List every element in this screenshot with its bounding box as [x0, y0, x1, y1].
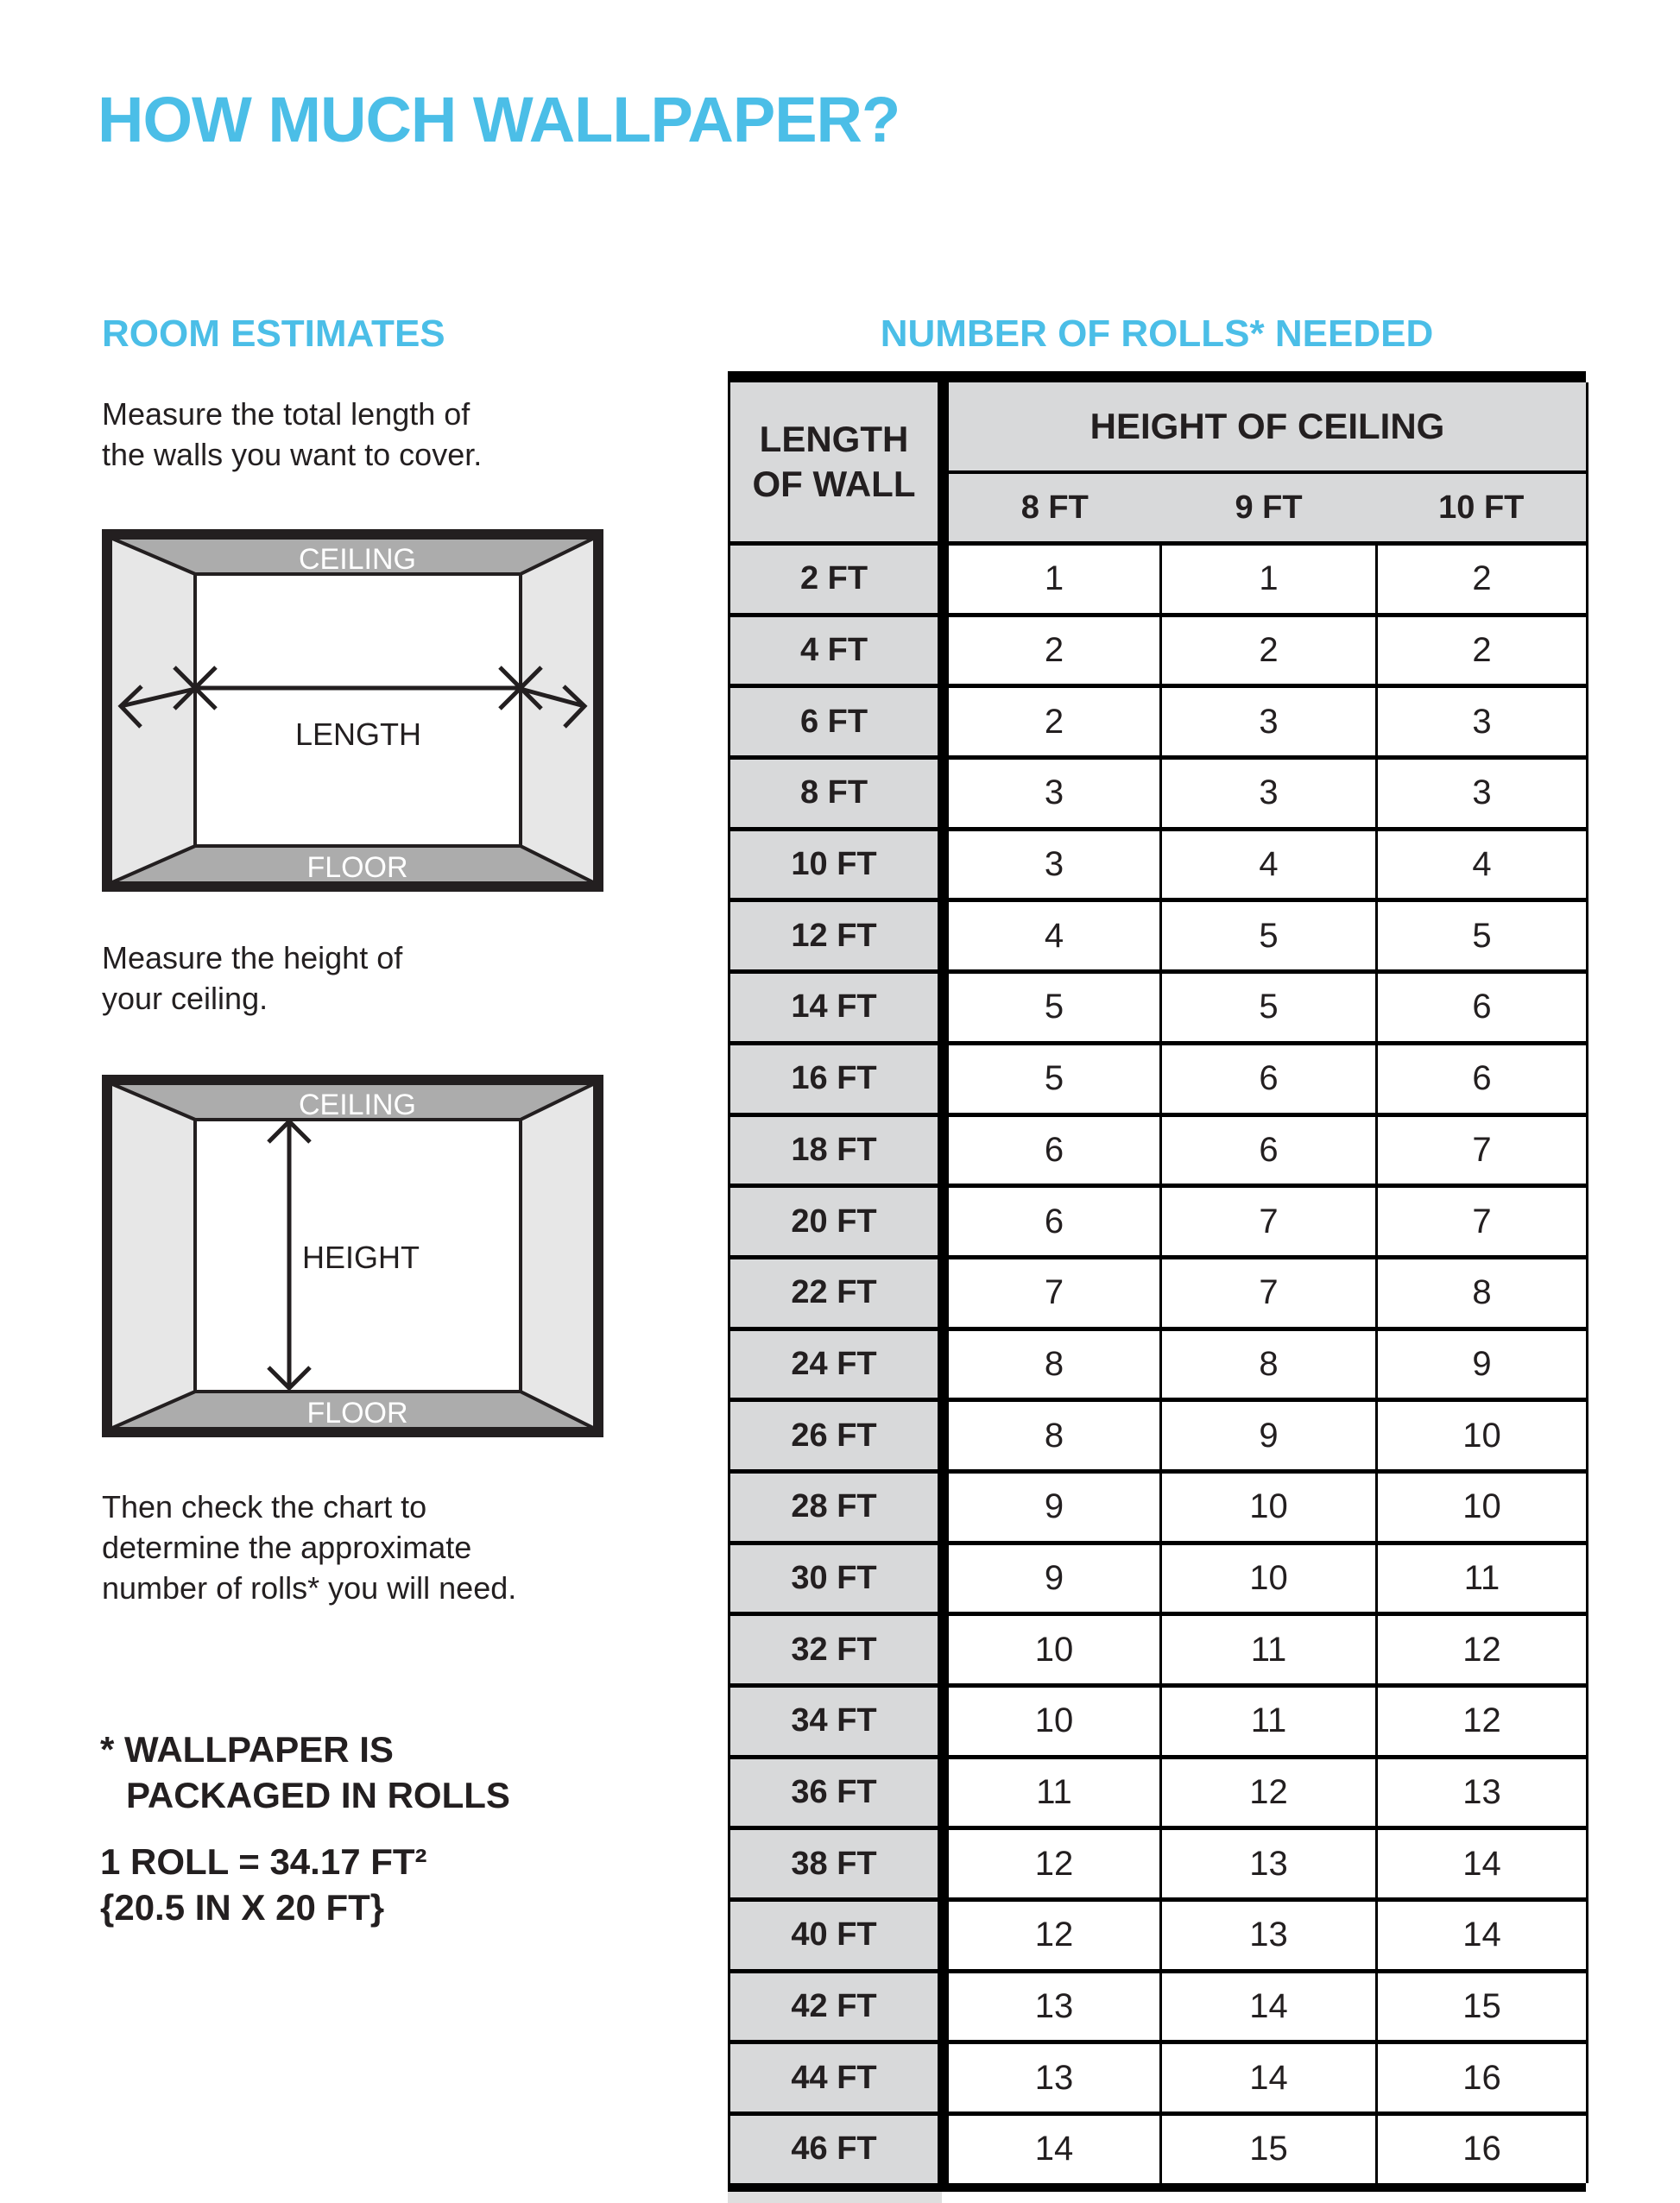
- floor-label: FLOOR: [306, 851, 408, 884]
- length-label: LENGTH: [294, 716, 422, 752]
- height-label: HEIGHT: [301, 1240, 420, 1275]
- room-estimates-heading: ROOM ESTIMATES: [102, 312, 445, 355]
- paragraph-line: determine the approximate: [102, 1530, 472, 1565]
- wall-length-cell: 12 FT: [729, 900, 944, 972]
- rolls-value-cell: 12: [944, 1828, 1161, 1900]
- rolls-value-cell: 1: [944, 544, 1161, 615]
- rolls-value-cell: 13: [1161, 1900, 1377, 1972]
- roll-size-footnote: [100, 1839, 427, 1930]
- table-row: [729, 1043, 1588, 1114]
- measure-length-paragraph: [102, 394, 482, 475]
- rolls-value-cell: 6: [1161, 1043, 1377, 1114]
- room-length-diagram: [102, 529, 603, 892]
- rolls-value-cell: 2: [944, 615, 1161, 686]
- rolls-value-cell: 7: [1377, 1186, 1588, 1258]
- rolls-value-cell: 4: [1161, 829, 1377, 900]
- footnote-line: PACKAGED IN ROLLS: [126, 1775, 510, 1815]
- length-of-wall-header-line: LENGTH: [759, 419, 909, 459]
- rolls-value-cell: 10: [1161, 1471, 1377, 1543]
- rolls-value-cell: 15: [1377, 1971, 1588, 2042]
- rolls-value-cell: 7: [1161, 1257, 1377, 1329]
- footnote-line: * WALLPAPER IS: [100, 1729, 394, 1770]
- ceiling-10ft-header: 10 FT: [1377, 472, 1588, 544]
- paragraph-line: number of rolls* you will need.: [102, 1570, 517, 1606]
- rolls-value-cell: 8: [944, 1329, 1161, 1400]
- table-row: [729, 615, 1588, 686]
- rolls-value-cell: 7: [1377, 1114, 1588, 1186]
- wall-length-cell: 26 FT: [729, 1400, 944, 1472]
- ceiling-9ft-header: 9 FT: [1161, 472, 1377, 544]
- paragraph-line: your ceiling.: [102, 981, 268, 1016]
- table-header-row-group: [729, 382, 1588, 472]
- table-row: [729, 1543, 1588, 1614]
- rolls-value-cell: 9: [944, 1543, 1161, 1614]
- rolls-value-cell: 13: [944, 2042, 1161, 2114]
- rolls-value-cell: 13: [1377, 1757, 1588, 1828]
- rolls-value-cell: 14: [1161, 1971, 1377, 2042]
- rolls-value-cell: 7: [1161, 1186, 1377, 1258]
- wall-length-cell: 38 FT: [729, 1828, 944, 1900]
- wall-length-cell: 6 FT: [729, 686, 944, 758]
- rolls-value-cell: 6: [1377, 1043, 1588, 1114]
- rolls-value-cell: 16: [1377, 2114, 1588, 2183]
- wallpaper-rolls-footnote: [100, 1726, 510, 1818]
- rolls-value-cell: 10: [1377, 1400, 1588, 1472]
- wall-length-cell: 2 FT: [729, 544, 944, 615]
- rolls-value-cell: 9: [1161, 1400, 1377, 1472]
- rolls-value-cell: 12: [1377, 1686, 1588, 1758]
- table-row: [729, 544, 1588, 615]
- roll-dimensions-line: {20.5 IN X 20 FT}: [100, 1887, 385, 1928]
- rolls-value-cell: 9: [1377, 1329, 1588, 1400]
- rolls-value-cell: 9: [944, 1471, 1161, 1543]
- rolls-value-cell: 14: [1377, 1828, 1588, 1900]
- table-row: [729, 1257, 1588, 1329]
- paragraph-line: Then check the chart to: [102, 1489, 427, 1524]
- roll-area-line: 1 ROLL = 34.17 FT²: [100, 1841, 427, 1882]
- rolls-needed-heading: NUMBER OF ROLLS* NEEDED: [880, 312, 1434, 355]
- rolls-value-cell: 12: [1377, 1614, 1588, 1686]
- table-row: [729, 2042, 1588, 2114]
- left-wall-face: [111, 1083, 195, 1429]
- rolls-value-cell: 14: [1377, 1900, 1588, 1972]
- rolls-value-cell: 11: [944, 1757, 1161, 1828]
- rolls-value-cell: 4: [1377, 829, 1588, 900]
- rolls-value-cell: 11: [1161, 1614, 1377, 1686]
- table-row: [729, 829, 1588, 900]
- rolls-value-cell: 11: [1377, 1543, 1588, 1614]
- rolls-value-cell: 3: [944, 758, 1161, 830]
- table-row: [729, 1757, 1588, 1828]
- wall-length-cell: 10 FT: [729, 829, 944, 900]
- table-row: [729, 1471, 1588, 1543]
- right-wall-face: [521, 538, 595, 883]
- wall-length-cell: 40 FT: [729, 1900, 944, 1972]
- rolls-value-cell: 5: [1161, 900, 1377, 972]
- rolls-value-cell: 5: [944, 972, 1161, 1044]
- table-row: [729, 758, 1588, 830]
- height-of-ceiling-header: HEIGHT OF CEILING: [944, 382, 1588, 472]
- wall-length-cell: 44 FT: [729, 2042, 944, 2114]
- rolls-value-cell: 2: [1377, 615, 1588, 686]
- floor-label: FLOOR: [306, 1397, 408, 1430]
- rolls-value-cell: 10: [944, 1614, 1161, 1686]
- rolls-value-cell: 8: [1377, 1257, 1588, 1329]
- rolls-value-cell: 16: [1377, 2042, 1588, 2114]
- wall-length-cell: 22 FT: [729, 1257, 944, 1329]
- rolls-value-cell: 2: [944, 686, 1161, 758]
- paragraph-line: Measure the total length of: [102, 396, 471, 432]
- wall-length-cell: 18 FT: [729, 1114, 944, 1186]
- table-top-border-bar: [728, 371, 1586, 382]
- room-height-diagram: [102, 1075, 603, 1437]
- rolls-value-cell: 14: [944, 2114, 1161, 2183]
- page-title: HOW MUCH WALLPAPER?: [98, 84, 900, 155]
- rolls-value-cell: 3: [944, 829, 1161, 900]
- rolls-value-cell: 5: [944, 1043, 1161, 1114]
- table-row: [729, 972, 1588, 1044]
- rolls-value-cell: 14: [1161, 2042, 1377, 2114]
- rolls-table-container: [728, 371, 1586, 2203]
- measure-height-paragraph: [102, 937, 402, 1019]
- back-wall-face: [195, 574, 521, 846]
- table-row: [729, 900, 1588, 972]
- table-row: [729, 2114, 1588, 2183]
- table-row: [729, 1828, 1588, 1900]
- table-row: [729, 1114, 1588, 1186]
- paragraph-line: the walls you want to cover.: [102, 437, 483, 472]
- rolls-value-cell: 5: [1377, 900, 1588, 972]
- table-row: [729, 1614, 1588, 1686]
- wall-length-cell: 34 FT: [729, 1686, 944, 1758]
- wall-length-cell: 28 FT: [729, 1471, 944, 1543]
- table-left-column-stub: [728, 2192, 942, 2203]
- rolls-value-cell: 2: [1377, 544, 1588, 615]
- rolls-value-cell: 2: [1161, 615, 1377, 686]
- table-row: [729, 686, 1588, 758]
- rolls-value-cell: 3: [1161, 758, 1377, 830]
- rolls-value-cell: 10: [1161, 1543, 1377, 1614]
- wall-length-cell: 24 FT: [729, 1329, 944, 1400]
- ceiling-label: CEILING: [298, 1089, 417, 1121]
- wall-length-cell: 46 FT: [729, 2114, 944, 2183]
- rolls-value-cell: 6: [944, 1186, 1161, 1258]
- rolls-value-cell: 6: [944, 1114, 1161, 1186]
- table-row: [729, 1186, 1588, 1258]
- rolls-value-cell: 11: [1161, 1686, 1377, 1758]
- check-chart-paragraph: [102, 1487, 516, 1608]
- rolls-value-cell: 6: [1161, 1114, 1377, 1186]
- rolls-table-body: [729, 544, 1588, 2183]
- table-row: [729, 1400, 1588, 1472]
- wall-length-cell: 30 FT: [729, 1543, 944, 1614]
- rolls-value-cell: 3: [1161, 686, 1377, 758]
- table-row: [729, 1900, 1588, 1972]
- wall-length-cell: 16 FT: [729, 1043, 944, 1114]
- length-of-wall-header: [729, 382, 944, 544]
- ceiling-8ft-header: 8 FT: [944, 472, 1161, 544]
- right-wall-face: [521, 1083, 595, 1429]
- table-row: [729, 1329, 1588, 1400]
- table-row: [729, 1971, 1588, 2042]
- rolls-value-cell: 10: [1377, 1471, 1588, 1543]
- wall-length-cell: 36 FT: [729, 1757, 944, 1828]
- paragraph-line: Measure the height of: [102, 940, 403, 975]
- table-bottom-border-bar: [728, 2183, 1586, 2192]
- rolls-value-cell: 13: [944, 1971, 1161, 2042]
- rolls-value-cell: 7: [944, 1257, 1161, 1329]
- rolls-value-cell: 10: [944, 1686, 1161, 1758]
- ceiling-label: CEILING: [298, 543, 417, 576]
- wall-length-cell: 42 FT: [729, 1971, 944, 2042]
- wall-length-cell: 14 FT: [729, 972, 944, 1044]
- rolls-value-cell: 5: [1161, 972, 1377, 1044]
- wall-length-cell: 32 FT: [729, 1614, 944, 1686]
- rolls-value-cell: 3: [1377, 758, 1588, 830]
- rolls-value-cell: 1: [1161, 544, 1377, 615]
- rolls-value-cell: 6: [1377, 972, 1588, 1044]
- rolls-value-cell: 12: [944, 1900, 1161, 1972]
- rolls-value-cell: 8: [944, 1400, 1161, 1472]
- wall-length-cell: 20 FT: [729, 1186, 944, 1258]
- length-of-wall-header-line: OF WALL: [752, 464, 916, 504]
- rolls-needed-table: [728, 382, 1588, 2183]
- rolls-value-cell: 12: [1161, 1757, 1377, 1828]
- wall-length-cell: 4 FT: [729, 615, 944, 686]
- rolls-value-cell: 15: [1161, 2114, 1377, 2183]
- rolls-value-cell: 13: [1161, 1828, 1377, 1900]
- rolls-value-cell: 4: [944, 900, 1161, 972]
- table-row: [729, 1686, 1588, 1758]
- rolls-value-cell: 3: [1377, 686, 1588, 758]
- rolls-value-cell: 8: [1161, 1329, 1377, 1400]
- wall-length-cell: 8 FT: [729, 758, 944, 830]
